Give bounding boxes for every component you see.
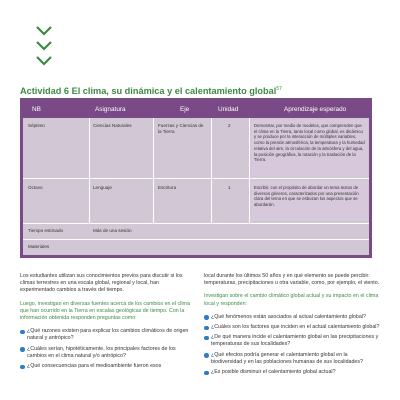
tiempo-label: Tiempo estimado: [28, 228, 64, 233]
body-paragraph: local durante los últimos 50 años y en qué elemento se puede percibir: temperaturas, precipitaciones u otra variable, como, por ejemplo, el viento.: [204, 273, 380, 287]
bullet-icon: [20, 330, 25, 335]
row2-eje: Escritura: [158, 185, 177, 190]
question-item: ¿Cuáles serían, hipotéticamente, los principales factores de los cambios en el clima natural y/o antrópico?: [20, 346, 195, 360]
question-item: ¿Qué efectos podría generar el calentamiento global en la biodiversidad y en las poblaciones humanas de sus localidades?: [204, 352, 380, 366]
header-asignatura: Asignatura: [95, 106, 126, 113]
body-left-column: [20, 273, 195, 373]
body-right-column: [204, 273, 380, 379]
header-unidad: Unidad: [218, 106, 239, 113]
chevron-down-icon: [35, 24, 53, 37]
row2-nb: Octavo: [28, 185, 43, 190]
question-item: ¿Qué razones existen para explicar los cambios climáticos de origen natural y antrópico?: [20, 328, 195, 342]
column-divider: [249, 118, 250, 223]
chevron-down-icon: [35, 39, 53, 52]
bullet-icon: [204, 371, 209, 376]
bullet-icon: [204, 336, 209, 341]
header-nb: NB: [32, 106, 41, 113]
question-item: ¿Cuáles son los factores que inciden en el actual calentamiento global?: [204, 324, 380, 331]
row1-aprendizaje: Demostrar, por medio de modelos, que comprenden que el clima en la Tierra, tanto local como global, es dinámico y se produce por la interacción de múltiples variables, como la presión atmosférica, la temperatura y la humedad relativa del aire, la circulación de la atmósfera y del agua, la posición geográfica, la rotación y la traslación de la Tierra.: [254, 123, 365, 163]
row-divider: [23, 223, 369, 224]
bullet-icon: [204, 353, 209, 358]
materiales-label: Materiales: [28, 244, 50, 249]
body-paragraph-highlight: Luego, investigan en diversas fuentes acerca de los cambios en el clima que han ocurrido en la Tierra en escalas geológicas de tiempo. Con la información obtenida responden preguntas como:: [20, 300, 190, 322]
question-item: ¿Es posible disminuir el calentamiento global actual?: [204, 369, 380, 376]
bullet-icon: [20, 347, 25, 352]
question-item: ¿Qué fenómenos están asociados al actual calentamiento global?: [204, 314, 380, 321]
row2-unidad: 1: [228, 185, 231, 190]
row1-eje: Fuerzas y Ciencias de la Tierra: [158, 123, 204, 135]
question-item: ¿Qué consecuencias para el medioambiente fueron esos: [20, 363, 195, 370]
header-eje: Eje: [180, 106, 190, 113]
footnote-mark: 57: [276, 86, 282, 92]
table-header-row: [23, 101, 369, 118]
row-divider: [23, 239, 369, 240]
bullet-icon: [20, 365, 25, 370]
activity-label: Actividad 6: [20, 86, 70, 97]
row1-nb: Séptimo: [28, 123, 45, 128]
activity-table: [20, 98, 372, 258]
activity-title: [20, 86, 390, 96]
row1-asignatura: Ciencias Naturales: [93, 123, 132, 128]
activity-title-text: El clima, su dinámica y el calentamiento global: [71, 86, 277, 97]
column-divider: [89, 118, 90, 223]
row2-asignatura: Lenguaje: [93, 185, 112, 190]
body-paragraph: Los estudiantes utilizan sus conocimientos previos para discutir si los climas terrestres en una escala global, regional y local, han experimentado cambios a través del tiempo.: [20, 273, 183, 294]
row-divider: [23, 178, 369, 179]
question-item: ¿De qué manera incide el calentamiento global en las precipitaciones y temperaturas de sus localidades?: [204, 334, 380, 348]
body-paragraph-highlight: Investigan sobre el cambio climático global actual y su impacto en el clima local y responden:: [204, 293, 379, 307]
tiempo-value: Más de una sesión: [93, 228, 132, 233]
header-aprendizaje: Aprendizaje esperado: [284, 106, 347, 113]
bullet-icon: [204, 326, 209, 331]
column-divider: [211, 118, 212, 223]
column-divider: [153, 118, 154, 223]
chevron-stack-icon: [35, 24, 53, 69]
bullet-icon: [204, 315, 209, 320]
row1-unidad: 2: [228, 123, 231, 128]
row2-aprendizaje: Escribir, con el propósito de abordar un tema textos de diversos géneros, caracterizados por una presentación clara del tema en que se esbozan los aspectos que se abordarán.: [254, 185, 359, 208]
chevron-down-icon: [35, 54, 53, 67]
